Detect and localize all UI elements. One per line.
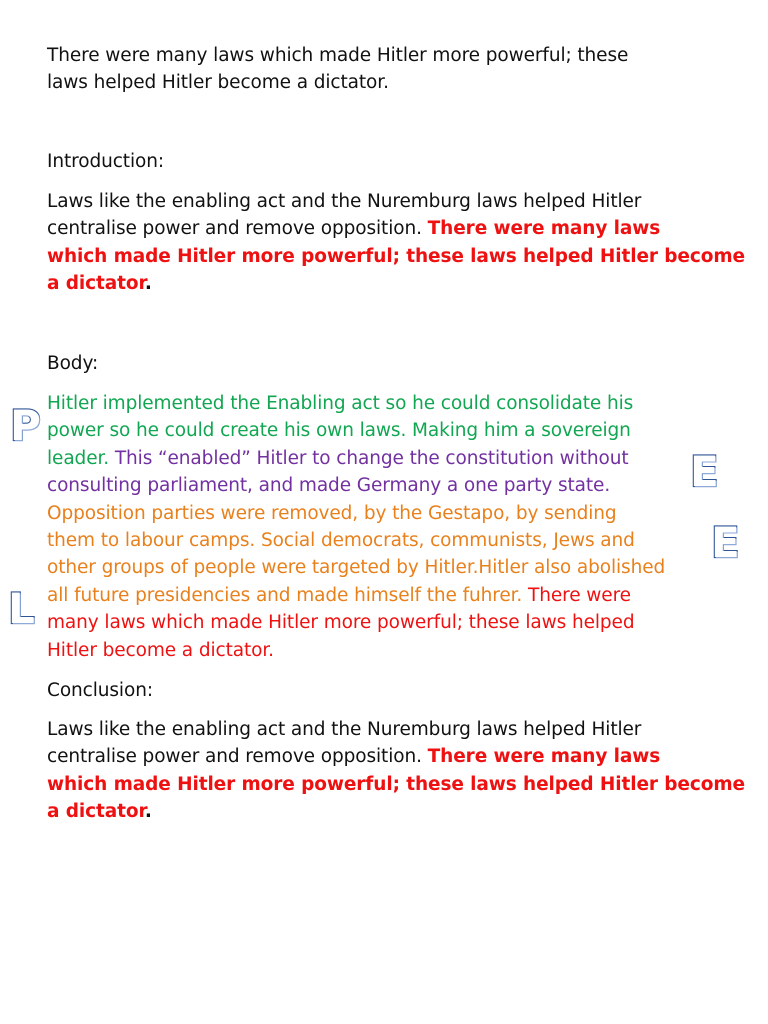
thesis-statement [47, 42, 727, 97]
paragraph-line: which made Hitler more powerful; these laws helped Hitler become [47, 245, 745, 267]
introduction-heading [47, 148, 727, 175]
body-heading-text: Body: [47, 353, 99, 374]
explain-text: This “enabled” Hitler to change the constitution without [114, 447, 629, 469]
plain-text: centralise power and remove opposition. [47, 218, 428, 240]
body-paragraph [47, 390, 727, 664]
introduction-paragraph [47, 188, 745, 298]
peel-label-point: P [10, 401, 41, 450]
paragraph-line [47, 215, 727, 242]
emphasis-text: a dictator [47, 801, 145, 823]
paragraph-line [47, 798, 727, 825]
thesis-line: There were many laws which made Hitler more powerful; these [47, 45, 629, 66]
point-text: leader. [47, 447, 115, 469]
paragraph-line [47, 445, 727, 472]
peel-label-explain: E [690, 447, 719, 496]
emphasis-text: a dictator [47, 273, 145, 295]
paragraph-line [47, 270, 727, 297]
body-heading [47, 350, 727, 377]
paragraph-line: Hitler become a dictator. [47, 639, 274, 661]
plain-text: Laws like the enabling act and the Nuremburg laws helped Hitler [47, 719, 642, 740]
conclusion-paragraph [47, 716, 745, 826]
introduction-heading-text: Introduction: [47, 151, 164, 172]
emphasis-text: There were many laws [427, 746, 661, 768]
paragraph-line [47, 716, 727, 743]
paragraph-line: Opposition parties were removed, by the Gestapo, by sending [47, 502, 617, 524]
paragraph-line: consulting parliament, and made Germany a one party state. [47, 475, 611, 497]
paragraph-line: them to labour camps. Social democrats, communists, Jews and [47, 530, 635, 552]
thesis-line: laws helped Hitler become a dictator. [47, 72, 389, 94]
plain-text: centralise power and remove opposition. [47, 746, 428, 768]
peel-label-explain-second: E [711, 518, 740, 567]
paragraph-line: Hitler implemented the Enabling act so he could consolidate his [47, 393, 634, 414]
conclusion-heading [47, 677, 727, 704]
emphasis-text: There were many laws [427, 218, 661, 240]
link-text: There were [522, 584, 631, 606]
peel-label-link: L [8, 584, 35, 633]
conclusion-heading-text: Conclusion: [47, 680, 153, 701]
paragraph-line: power so he could create his own laws. Making him a sovereign [47, 420, 631, 442]
paragraph-line: other groups of people were targeted by Hitler.Hitler also abolished [47, 557, 666, 579]
end-punctuation: . [144, 801, 152, 823]
paragraph-line [47, 188, 727, 215]
paragraph-line [47, 582, 727, 609]
paragraph-line: many laws which made Hitler more powerful; these laws helped [47, 612, 635, 634]
paragraph-line [47, 743, 727, 770]
end-punctuation: . [144, 273, 152, 295]
paragraph-line: which made Hitler more powerful; these laws helped Hitler become [47, 773, 745, 795]
evidence-text: all future presidencies and made himself the fuhrer. [47, 584, 523, 606]
plain-text: Laws like the enabling act and the Nuremburg laws helped Hitler [47, 191, 642, 212]
